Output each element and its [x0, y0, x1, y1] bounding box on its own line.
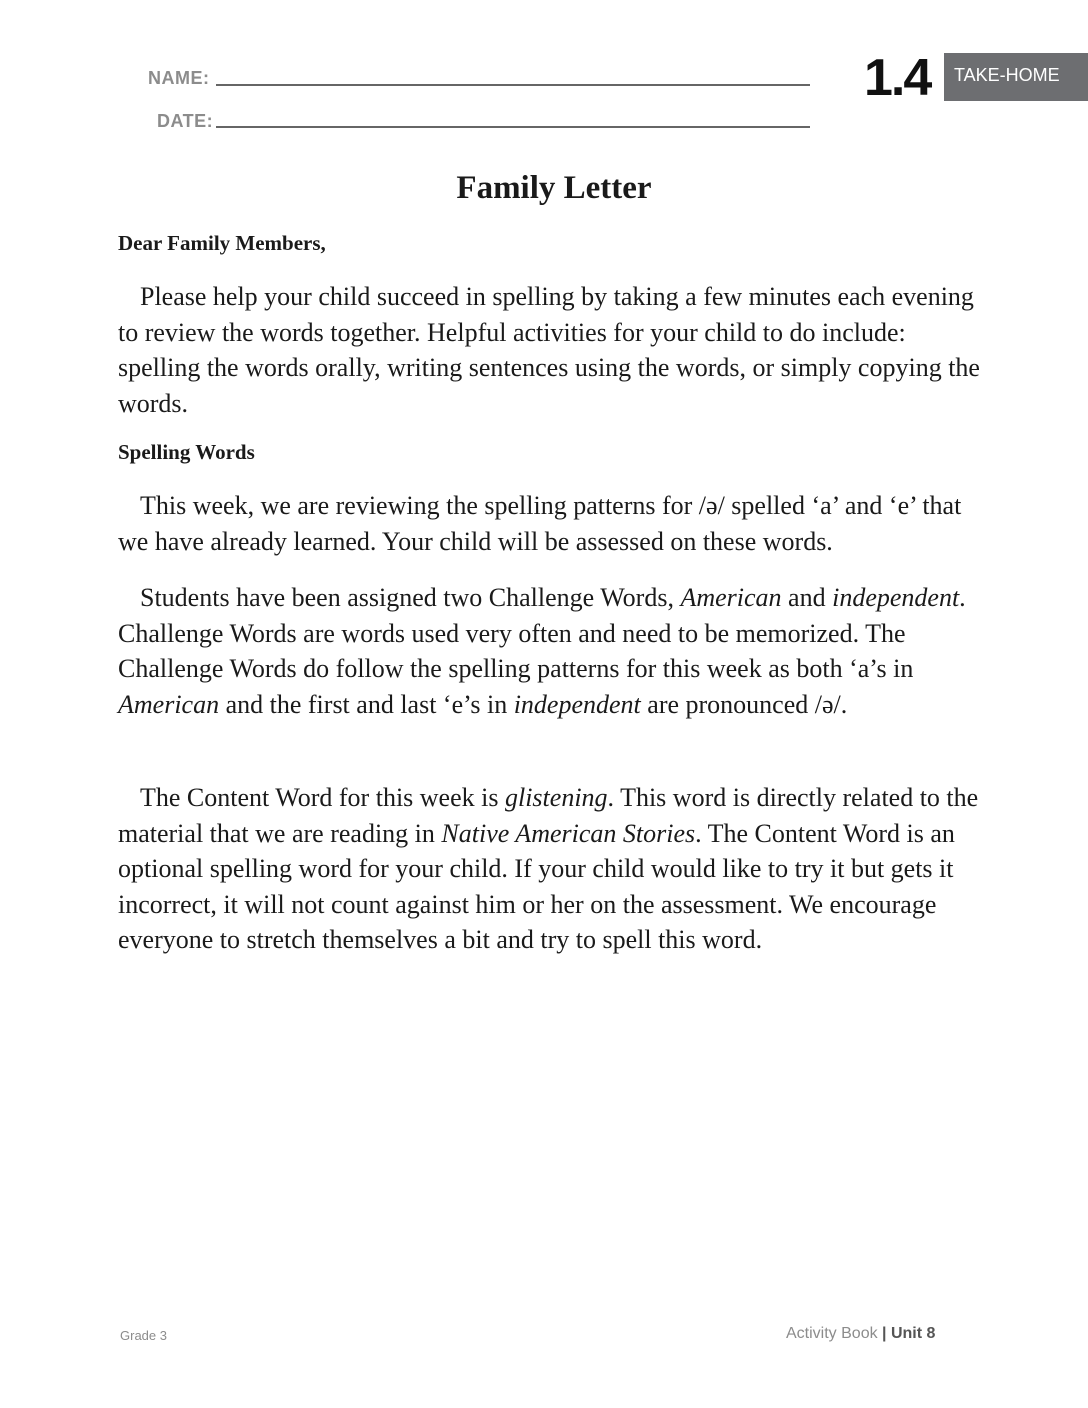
- text-run: . The Content Word is an optional spelling word for your child. If your child would like to try it but gets it incorrect, it will not count against him or her on the assessment. We encourage everyone to stretch themselves a bit and try to spell this word.: [118, 818, 955, 954]
- footer-grade: Grade 3: [120, 1328, 167, 1343]
- text-run: and: [781, 583, 833, 612]
- challenge-word: American: [118, 689, 220, 719]
- salutation: Dear Family Members,: [118, 231, 326, 255]
- intro-paragraph: Please help your child succeed in spelling by taking a few minutes each evening to review the words together. Helpful activities for your child to do include: spelling the words orally, writing sentences using the words, or simply copying the words.: [118, 282, 980, 418]
- footer-book-name: Activity Book: [786, 1325, 878, 1342]
- book-title: Native American Stories: [441, 818, 696, 848]
- content-word: glistening: [504, 783, 608, 812]
- text-run: are pronounced /ə/.: [640, 689, 848, 719]
- text-run: Students have been assigned two Challenge Words,: [140, 583, 681, 612]
- take-home-badge: TAKE-HOME: [944, 53, 1088, 101]
- text-run: and the first and last ‘e’s in: [219, 689, 514, 719]
- date-line: [216, 126, 810, 128]
- challenge-words-paragraph: [118, 580, 988, 722]
- challenge-word: American: [680, 583, 782, 612]
- name-line: [216, 84, 810, 86]
- lesson-number: 1.4: [864, 49, 931, 107]
- text-run: . This word is directly related to the material that we are reading in: [118, 783, 979, 848]
- patterns-paragraph: This week, we are reviewing the spelling patterns for /ə/ spelled ‘a’ and ‘e’ that we have already learned. Your child will be assessed on these words.: [118, 491, 962, 556]
- footer-unit: Unit 8: [890, 1325, 936, 1342]
- name-label: NAME:: [148, 68, 210, 88]
- section-heading: Spelling Words: [118, 440, 255, 464]
- content-word-paragraph: [118, 780, 988, 958]
- text-run: . Challenge Words are words used very often and need to be memorized. The Challenge Words do follow the spelling patterns for this week as both ‘a’s in: [118, 583, 966, 683]
- challenge-word: independent: [832, 583, 960, 612]
- page-title: Family Letter: [456, 170, 652, 206]
- footer-separator: |: [877, 1325, 891, 1342]
- date-label: DATE:: [157, 111, 214, 131]
- text-run: The Content Word for this week is: [140, 783, 505, 812]
- footer-book: [786, 1325, 935, 1343]
- challenge-word: independent: [513, 689, 641, 719]
